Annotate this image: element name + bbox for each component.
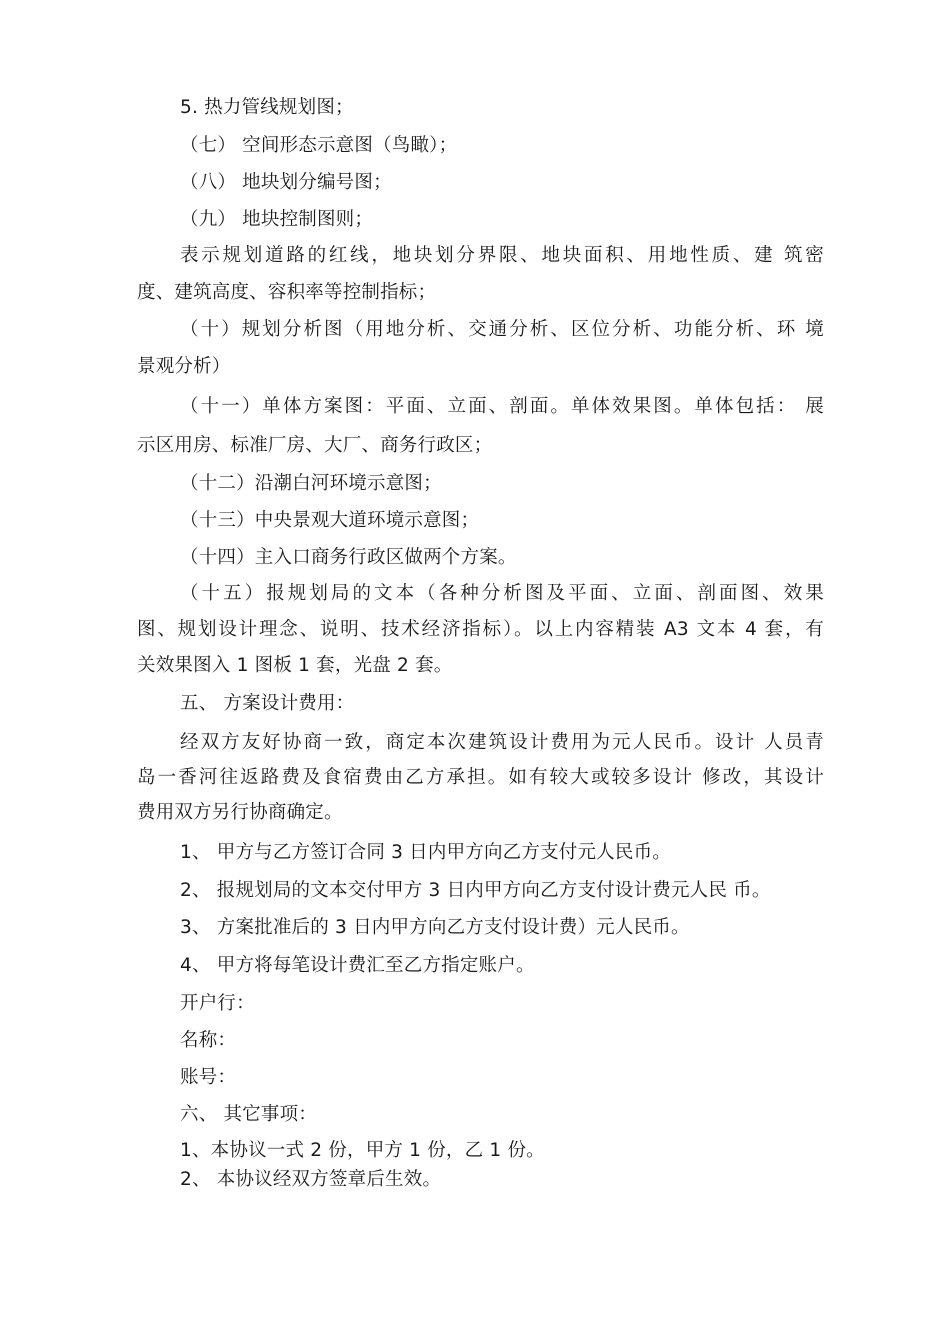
fee-paragraph-line1: 经双方友好协商一致，商定本次建筑设计费用为元人民币。设计 人员青	[180, 732, 824, 753]
payment-item-3: 3、 方案批准后的 3 日内甲方向乙方支付设计费）元人民币。	[180, 917, 690, 938]
item-11-building-line2: 示区用房、标准厂房、大厂、商务行政区；	[137, 435, 493, 456]
item-15-text-line2: 图、规划设计理念、说明、技术经济指标）。以上内容精装 A3 文本 4 套，有	[137, 619, 824, 640]
item-12-river-environment: （十二）沿潮白河环境示意图；	[180, 473, 442, 494]
item-heat-pipeline-plan: 5. 热力管线规划图；	[180, 97, 354, 118]
item-15-text-line1: （十五）报规划局的文本（各种分析图及平面、立面、剖面图、效果	[180, 583, 824, 604]
item-9-plot-control: （九） 地块控制图则；	[180, 209, 374, 230]
paragraph-plot-control-line2: 度、建筑高度、容积率等控制指标；	[137, 282, 437, 303]
other-item-2: 2、 本协议经双方签章后生效。	[180, 1169, 442, 1190]
account-number-label: 账号：	[180, 1067, 237, 1088]
item-8-plot-division: （八） 地块划分编号图；	[180, 172, 392, 193]
account-name-label: 名称：	[180, 1030, 237, 1051]
item-7-spatial-form: （七） 空间形态示意图（鸟瞰）；	[180, 135, 458, 156]
item-10-analysis-line1: （十）规划分析图（用地分析、交通分析、区位分析、功能分析、环 境	[180, 319, 824, 340]
payment-item-4: 4、 甲方将每笔设计费汇至乙方指定账户。	[180, 955, 535, 976]
payment-item-2: 2、 报规划局的文本交付甲方 3 日内甲方向乙方支付设计费元人民 币。	[180, 880, 771, 901]
other-item-1: 1、本协议一式 2 份，甲方 1 份，乙 1 份。	[180, 1140, 545, 1161]
section-6-heading: 六、 其它事项：	[180, 1104, 317, 1125]
item-14-main-entrance: （十四）主入口商务行政区做两个方案。	[180, 547, 517, 568]
fee-paragraph-line3: 费用双方另行协商确定。	[137, 802, 343, 823]
section-5-heading: 五、 方案设计费用：	[180, 693, 355, 714]
payment-item-1: 1、 甲方与乙方签订合同 3 日内甲方向乙方支付元人民币。	[180, 842, 671, 863]
item-10-analysis-line2: 景观分析）	[137, 356, 231, 377]
item-11-building-line1: （十一）单体方案图：平面、立面、剖面。单体效果图。单体包括： 展	[180, 396, 824, 417]
item-15-text-line3: 关效果图入 1 图板 1 套，光盘 2 套。	[137, 655, 453, 676]
fee-paragraph-line2: 岛一香河往返路费及食宿费由乙方承担。如有较大或较多设计 修改，其设计	[137, 767, 824, 788]
bank-label: 开户行：	[180, 993, 255, 1014]
item-13-central-avenue: （十三）中央景观大道环境示意图；	[180, 510, 480, 531]
paragraph-plot-control-line1: 表示规划道路的红线，地块划分界限、地块面积、用地性质、建 筑密	[180, 245, 824, 266]
